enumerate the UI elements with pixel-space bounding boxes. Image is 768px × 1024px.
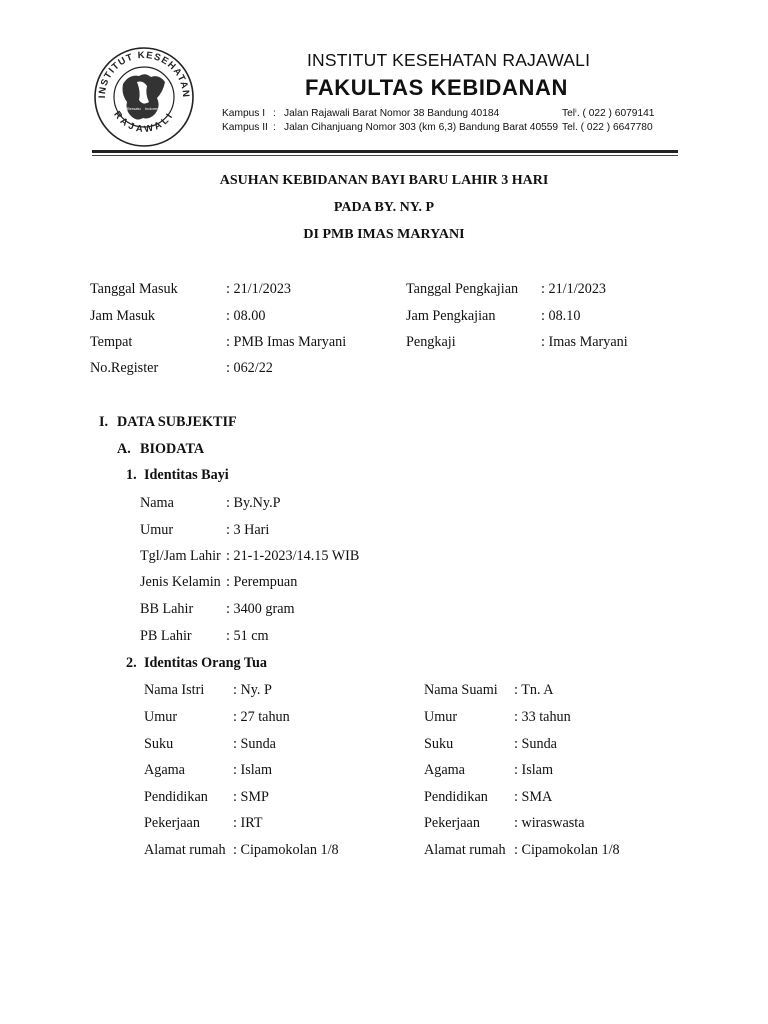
svg-text:RAJAWALI: RAJAWALI [111, 109, 177, 136]
bayi-value: : 21-1-2023/14.15 WIB [226, 548, 360, 564]
item-number: 2. [126, 655, 137, 671]
istri-label: Agama [144, 762, 185, 778]
institution-name: INSTITUT KESEHATAN RAJAWALI [307, 50, 591, 70]
section-number: I. [99, 414, 109, 430]
suami-value: : Islam [514, 762, 554, 778]
istri-value: : Sunda [233, 736, 276, 752]
info-value: : 21/1/2023 [541, 281, 607, 297]
suami-label: Pendidikan [424, 789, 488, 805]
suami-label: Pekerjaan [424, 815, 480, 831]
campus-1-sep: : [273, 108, 276, 119]
bayi-value: : 51 cm [226, 628, 269, 644]
istri-value: : Cipamokolan 1/8 [233, 842, 339, 858]
suami-value: : wiraswasta [514, 815, 585, 831]
info-value: : 062/22 [226, 360, 273, 376]
info-value: : PMB Imas Maryani [226, 334, 347, 350]
document-title-line-3: DI PMB IMAS MARYANI [303, 227, 465, 242]
info-value: : 08.00 [226, 308, 266, 324]
info-label: Jam Masuk [90, 308, 156, 324]
bayi-label: Nama [140, 495, 174, 511]
suami-label: Agama [424, 762, 465, 778]
item-number: 1. [126, 467, 137, 483]
bayi-label: BB Lahir [140, 601, 194, 617]
info-label: Pengkaji [406, 334, 456, 350]
item-title: Identitas Bayi [144, 467, 229, 483]
info-label: Jam Pengkajian [406, 308, 496, 324]
info-label: No.Register [90, 360, 159, 376]
istri-value: : 27 tahun [233, 709, 290, 725]
campus-2-phone: Tel. ( 022 ) 6647780 [562, 122, 653, 133]
istri-value: : Islam [233, 762, 273, 778]
suami-value: : Tn. A [514, 682, 554, 698]
bayi-value: : 3 Hari [226, 522, 270, 538]
document-title-line-1: ASUHAN KEBIDANAN BAYI BARU LAHIR 3 HARI [219, 173, 549, 188]
campus-2-sep: : [273, 122, 276, 133]
campus-1-label: Kampus I [222, 108, 266, 119]
istri-label: Pendidikan [144, 789, 208, 805]
istri-value: : IRT [233, 815, 263, 831]
bayi-label: Tgl/Jam Lahir [140, 548, 221, 564]
campus-1-phone: Telⁱ. ( 022 ) 6079141 [562, 108, 655, 119]
istri-value: : SMP [233, 789, 269, 805]
suami-value: : Cipamokolan 1/8 [514, 842, 620, 858]
subsection-letter: A. [117, 441, 131, 457]
suami-value: : Sunda [514, 736, 557, 752]
svg-text:Bersatu: Bersatu [127, 106, 141, 111]
info-value: : 08.10 [541, 308, 581, 324]
istri-value: : Ny. P [233, 682, 272, 698]
faculty-name: FAKULTAS KEBIDANAN [305, 75, 568, 100]
istri-label: Pekerjaan [144, 815, 200, 831]
bayi-value: : 3400 gram [226, 601, 295, 617]
bayi-label: PB Lahir [140, 628, 192, 644]
istri-label: Umur [144, 709, 178, 725]
bayi-label: Jenis Kelamin [140, 574, 221, 590]
svg-text:Indonesia: Indonesia [145, 106, 163, 111]
letterhead-divider-thin [92, 155, 678, 156]
info-label: Tanggal Pengkajian [406, 281, 519, 297]
section-title: DATA SUBJEKTIF [117, 414, 237, 430]
suami-label: Suku [424, 736, 454, 752]
suami-label: Umur [424, 709, 458, 725]
info-label: Tempat [90, 334, 133, 350]
campus-2-label: Kampus II [222, 122, 268, 133]
suami-value: : 33 tahun [514, 709, 571, 725]
istri-label: Nama Istri [144, 682, 205, 698]
document-title-line-2: PADA BY. NY. P [333, 200, 435, 215]
suami-value: : SMA [514, 789, 553, 805]
istri-label: Alamat rumah [144, 842, 226, 858]
suami-label: Nama Suami [424, 682, 498, 698]
letterhead-divider-thick [92, 150, 678, 153]
info-value: : Imas Maryani [541, 334, 628, 350]
campus-2-address: Jalan Cihanjuang Nomor 303 (km 6,3) Bandung Barat 40559 [284, 122, 559, 133]
institution-logo [93, 46, 195, 148]
bayi-value: : By.Ny.P [226, 495, 281, 511]
info-value: : 21/1/2023 [226, 281, 292, 297]
subsection-title: BIODATA [140, 441, 205, 457]
campus-1-address: Jalan Rajawali Barat Nomor 38 Bandung 40184 [284, 108, 500, 119]
istri-label: Suku [144, 736, 174, 752]
bayi-value: : Perempuan [226, 574, 298, 590]
item-title: Identitas Orang Tua [144, 655, 267, 671]
bayi-label: Umur [140, 522, 174, 538]
info-label: Tanggal Masuk [90, 281, 178, 297]
svg-text:INSTITUT KESEHATAN: INSTITUT KESEHATAN [96, 49, 192, 99]
suami-label: Alamat rumah [424, 842, 506, 858]
